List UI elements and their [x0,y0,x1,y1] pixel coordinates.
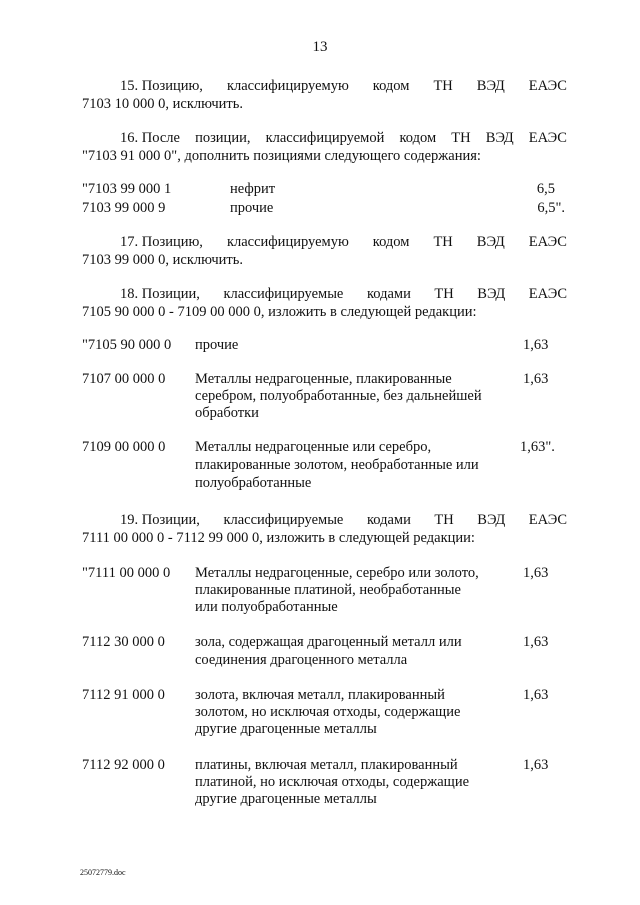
word: ВЭД [476,234,505,250]
table-18-row-3-desc-line-1: Металлы недрагоценные или серебро, [195,439,432,455]
word: ВЭД [485,130,514,146]
table-18-row-2-value: 1,63 [523,371,549,387]
word: ЕАЭС [528,512,567,528]
word: ТН [433,78,453,94]
table-19-row-1-code: "7111 00 000 0 [82,565,171,581]
word: ТН [451,130,471,146]
word: ВЭД [476,78,505,94]
item-15-line-2: 7103 10 000 0, исключить. [82,96,244,112]
item-19-line-1 [82,511,567,529]
word: ТН [434,512,454,528]
table-19-row-4-desc-line-3: другие драгоценные металлы [195,791,377,807]
word: 16. После [120,130,180,146]
table-16-row-1-desc: нефрит [230,181,276,197]
document-filename-footer: 25072779.doc [80,868,126,877]
table-19-row-1-desc-line-1: Металлы недрагоценные, серебро или золото, [195,565,479,581]
table-18-row-1-desc: прочие [195,337,239,353]
table-16-row-2-code: 7103 99 000 9 [82,200,166,216]
word: классифицируемой [265,130,385,146]
table-18-row-2-desc-line-1: Металлы недрагоценные, плакированные [195,371,452,387]
table-19-row-2-desc-line-2: соединения драгоценного металла [195,652,408,668]
item-17-line-2: 7103 99 000 0, исключить. [82,252,244,268]
table-19-row-4-desc-line-2: платиной, но исключая отходы, содержащие [195,774,470,790]
word: 15. Позицию, [120,78,203,94]
word: кодом [372,234,410,250]
word: 19. Позиции, [120,512,200,528]
table-19-row-3-value: 1,63 [523,687,549,703]
table-16-row-1-code: "7103 99 000 1 [82,181,172,197]
table-19-row-2-value: 1,63 [523,634,549,650]
table-19-row-4-desc-line-1: платины, включая металл, плакированный [195,757,458,773]
word: классифицируемую [226,78,349,94]
table-19-row-1-value: 1,63 [523,565,549,581]
word: 18. Позиции, [120,286,200,302]
word: ЕАЭС [528,286,567,302]
table-19-row-2-desc-line-1: зола, содержащая драгоценный металл или [195,634,462,650]
table-19-row-1-desc-line-2: плакированные платиной, необработанные [195,582,461,598]
item-15-line-1 [82,77,567,95]
word: ВЭД [477,286,506,302]
item-18-line-1 [82,285,567,303]
word: кодами [366,512,411,528]
item-16-line-1 [82,129,567,147]
table-18-row-2-desc-line-3: обработки [195,405,259,421]
word: классифицируемые [223,512,344,528]
table-18-row-2-code: 7107 00 000 0 [82,371,166,387]
table-19-row-3-desc-line-3: другие драгоценные металлы [195,721,377,737]
table-19-row-2-code: 7112 30 000 0 [82,634,165,650]
page-number: 13 [312,39,328,55]
table-16-row-2-value: 6,5". [537,200,565,216]
table-18-row-3-value: 1,63". [520,439,555,455]
word: ВЭД [477,512,506,528]
word: ТН [434,286,454,302]
table-18-row-1-value: 1,63 [523,337,549,353]
word: кодами [366,286,411,302]
table-16-row-1-value: 6,5 [536,181,555,197]
item-18-line-2: 7105 90 000 0 - 7109 00 000 0, изложить в следующей редакции: [82,304,477,320]
word: кодом [399,130,437,146]
table-19-row-4-value: 1,63 [523,757,549,773]
table-18-row-2-desc-line-2: серебром, полуобработанные, без дальнейшей [195,388,482,404]
word: кодом [372,78,410,94]
table-18-row-3-code: 7109 00 000 0 [82,439,166,455]
table-18-row-3-desc-line-2: плакированные золотом, необработанные или [195,457,479,473]
table-16-row-2-desc: прочие [230,200,274,216]
item-16-line-2: "7103 91 000 0", дополнить позициями следующего содержания: [82,148,481,164]
word: 17. Позицию, [120,234,203,250]
item-17-line-1 [82,233,567,251]
word: классифицируемые [223,286,344,302]
table-19-row-3-code: 7112 91 000 0 [82,687,165,703]
word: ЕАЭС [528,234,567,250]
table-18-row-3-desc-line-3: полуобработанные [195,475,312,491]
table-19-row-1-desc-line-3: или полуобработанные [195,599,338,615]
word: ЕАЭС [528,130,567,146]
word: ТН [433,234,453,250]
table-19-row-3-desc-line-1: золота, включая металл, плакированный [195,687,445,703]
item-19-line-2: 7111 00 000 0 - 7112 99 000 0, изложить в следующей редакции: [82,530,475,546]
word: позиции, [195,130,251,146]
word: классифицируемую [226,234,349,250]
table-18-row-1-code: "7105 90 000 0 [82,337,172,353]
word: ЕАЭС [528,78,567,94]
table-19-row-3-desc-line-2: золотом, но исключая отходы, содержащие [195,704,461,720]
table-19-row-4-code: 7112 92 000 0 [82,757,165,773]
